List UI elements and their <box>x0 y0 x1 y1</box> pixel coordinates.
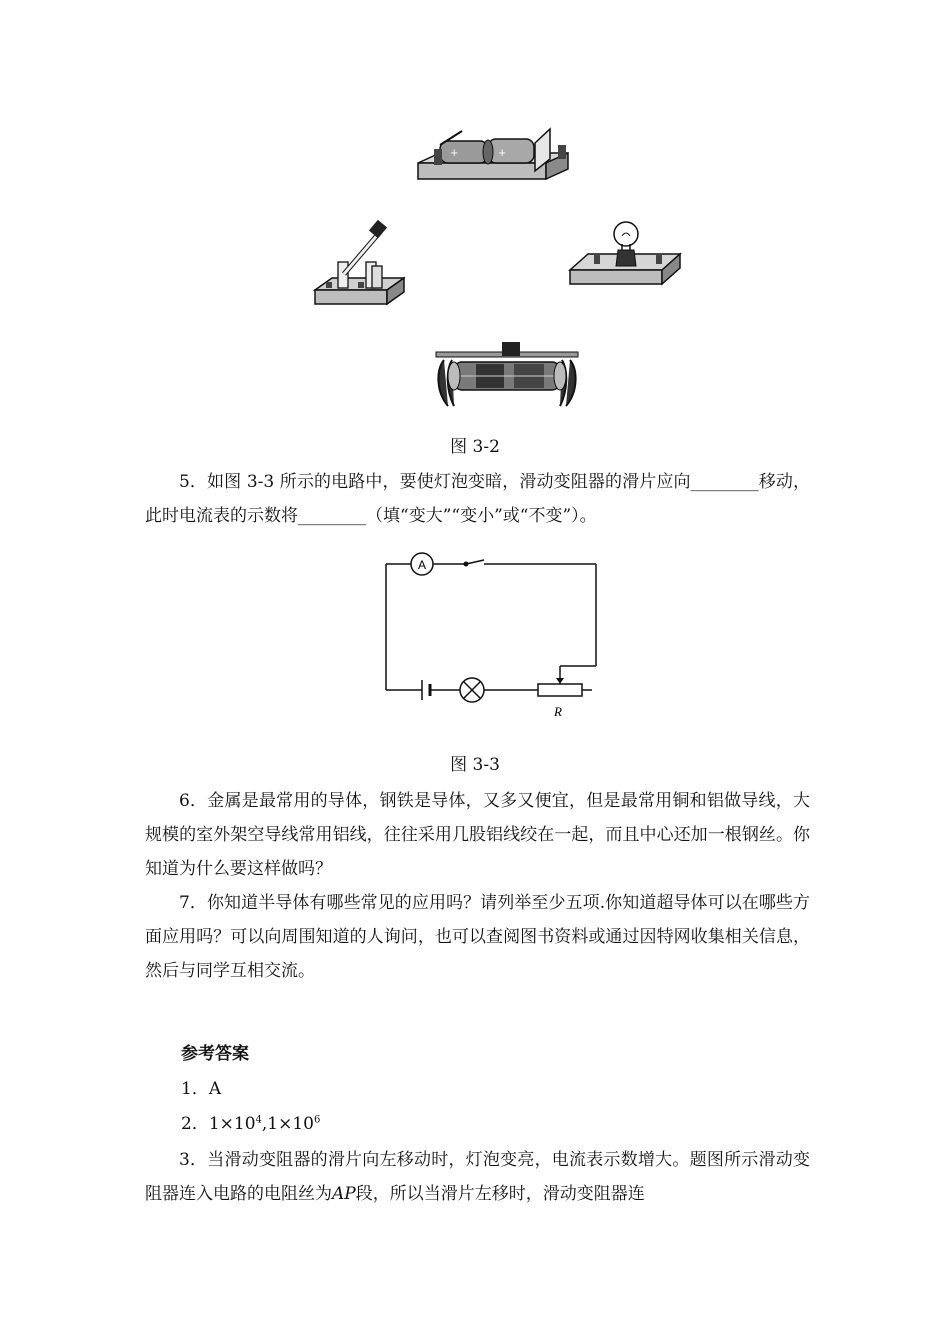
answer-2-prefix: 2．1×10 <box>181 1114 256 1134</box>
figure-3-3-caption: 图 3-3 <box>450 755 500 775</box>
question-5: 5．如图 3-3 所示的电路中，要使灯泡变暗，滑动变阻器的滑片应向________移动，此时电流表的示数将________（填“变大”“变小”或“不变”）。 <box>145 472 810 526</box>
rheostat-symbol <box>538 678 582 696</box>
answer-3-part-1: 3．当滑动变阻器的滑片向左移动时，灯泡变亮，电流表示数增大。题图所示滑动变阻器连入电路的电阻丝为 <box>145 1150 810 1204</box>
answer-3 <box>145 1143 810 1211</box>
battery-plus-right: + <box>498 148 507 159</box>
battery-symbol <box>422 680 430 700</box>
knife-switch-illustration <box>310 218 405 310</box>
answer-2-mid: ,1×10 <box>261 1114 314 1134</box>
answers-heading: 参考答案 <box>181 1044 249 1064</box>
resistor-label: R <box>554 704 562 719</box>
answer-2 <box>145 1109 810 1139</box>
circuit-diagram <box>378 548 608 728</box>
rheostat-illustration <box>432 340 582 412</box>
answer-1: 1．A <box>181 1079 222 1099</box>
bulb-board-illustration <box>568 218 683 290</box>
figure-3-2-caption: 图 3-2 <box>450 437 500 457</box>
question-7: 7．你知道半导体有哪些常见的应用吗？请列举至少五项.你知道超导体可以在哪些方面应用吗？可以向周围知道的人询问，也可以查阅图书资料或通过因特网收集相关信息，然后与同学互相交流。 <box>145 893 810 981</box>
answer-3-part-2: 段，所以当滑片左移时，滑动变阻器连 <box>355 1184 645 1204</box>
battery-holder-illustration <box>410 125 570 185</box>
battery-plus-left: + <box>450 148 459 159</box>
ammeter-label: A <box>418 558 427 572</box>
answer-2-exponent-1: 4 <box>255 1114 262 1126</box>
answer-2-exponent-2: 6 <box>314 1114 321 1126</box>
answer-3-ap: AP <box>332 1184 356 1204</box>
lamp-symbol <box>460 678 484 702</box>
question-6: 6．金属是最常用的导体，钢铁是导体，又多又便宜，但是最常用铜和铝做导线，大规模的室外架空导线常用铝线，往往采用几股铝线绞在一起，而且中心还加一根钢丝。你知道为什么要这样做吗？ <box>145 791 810 879</box>
